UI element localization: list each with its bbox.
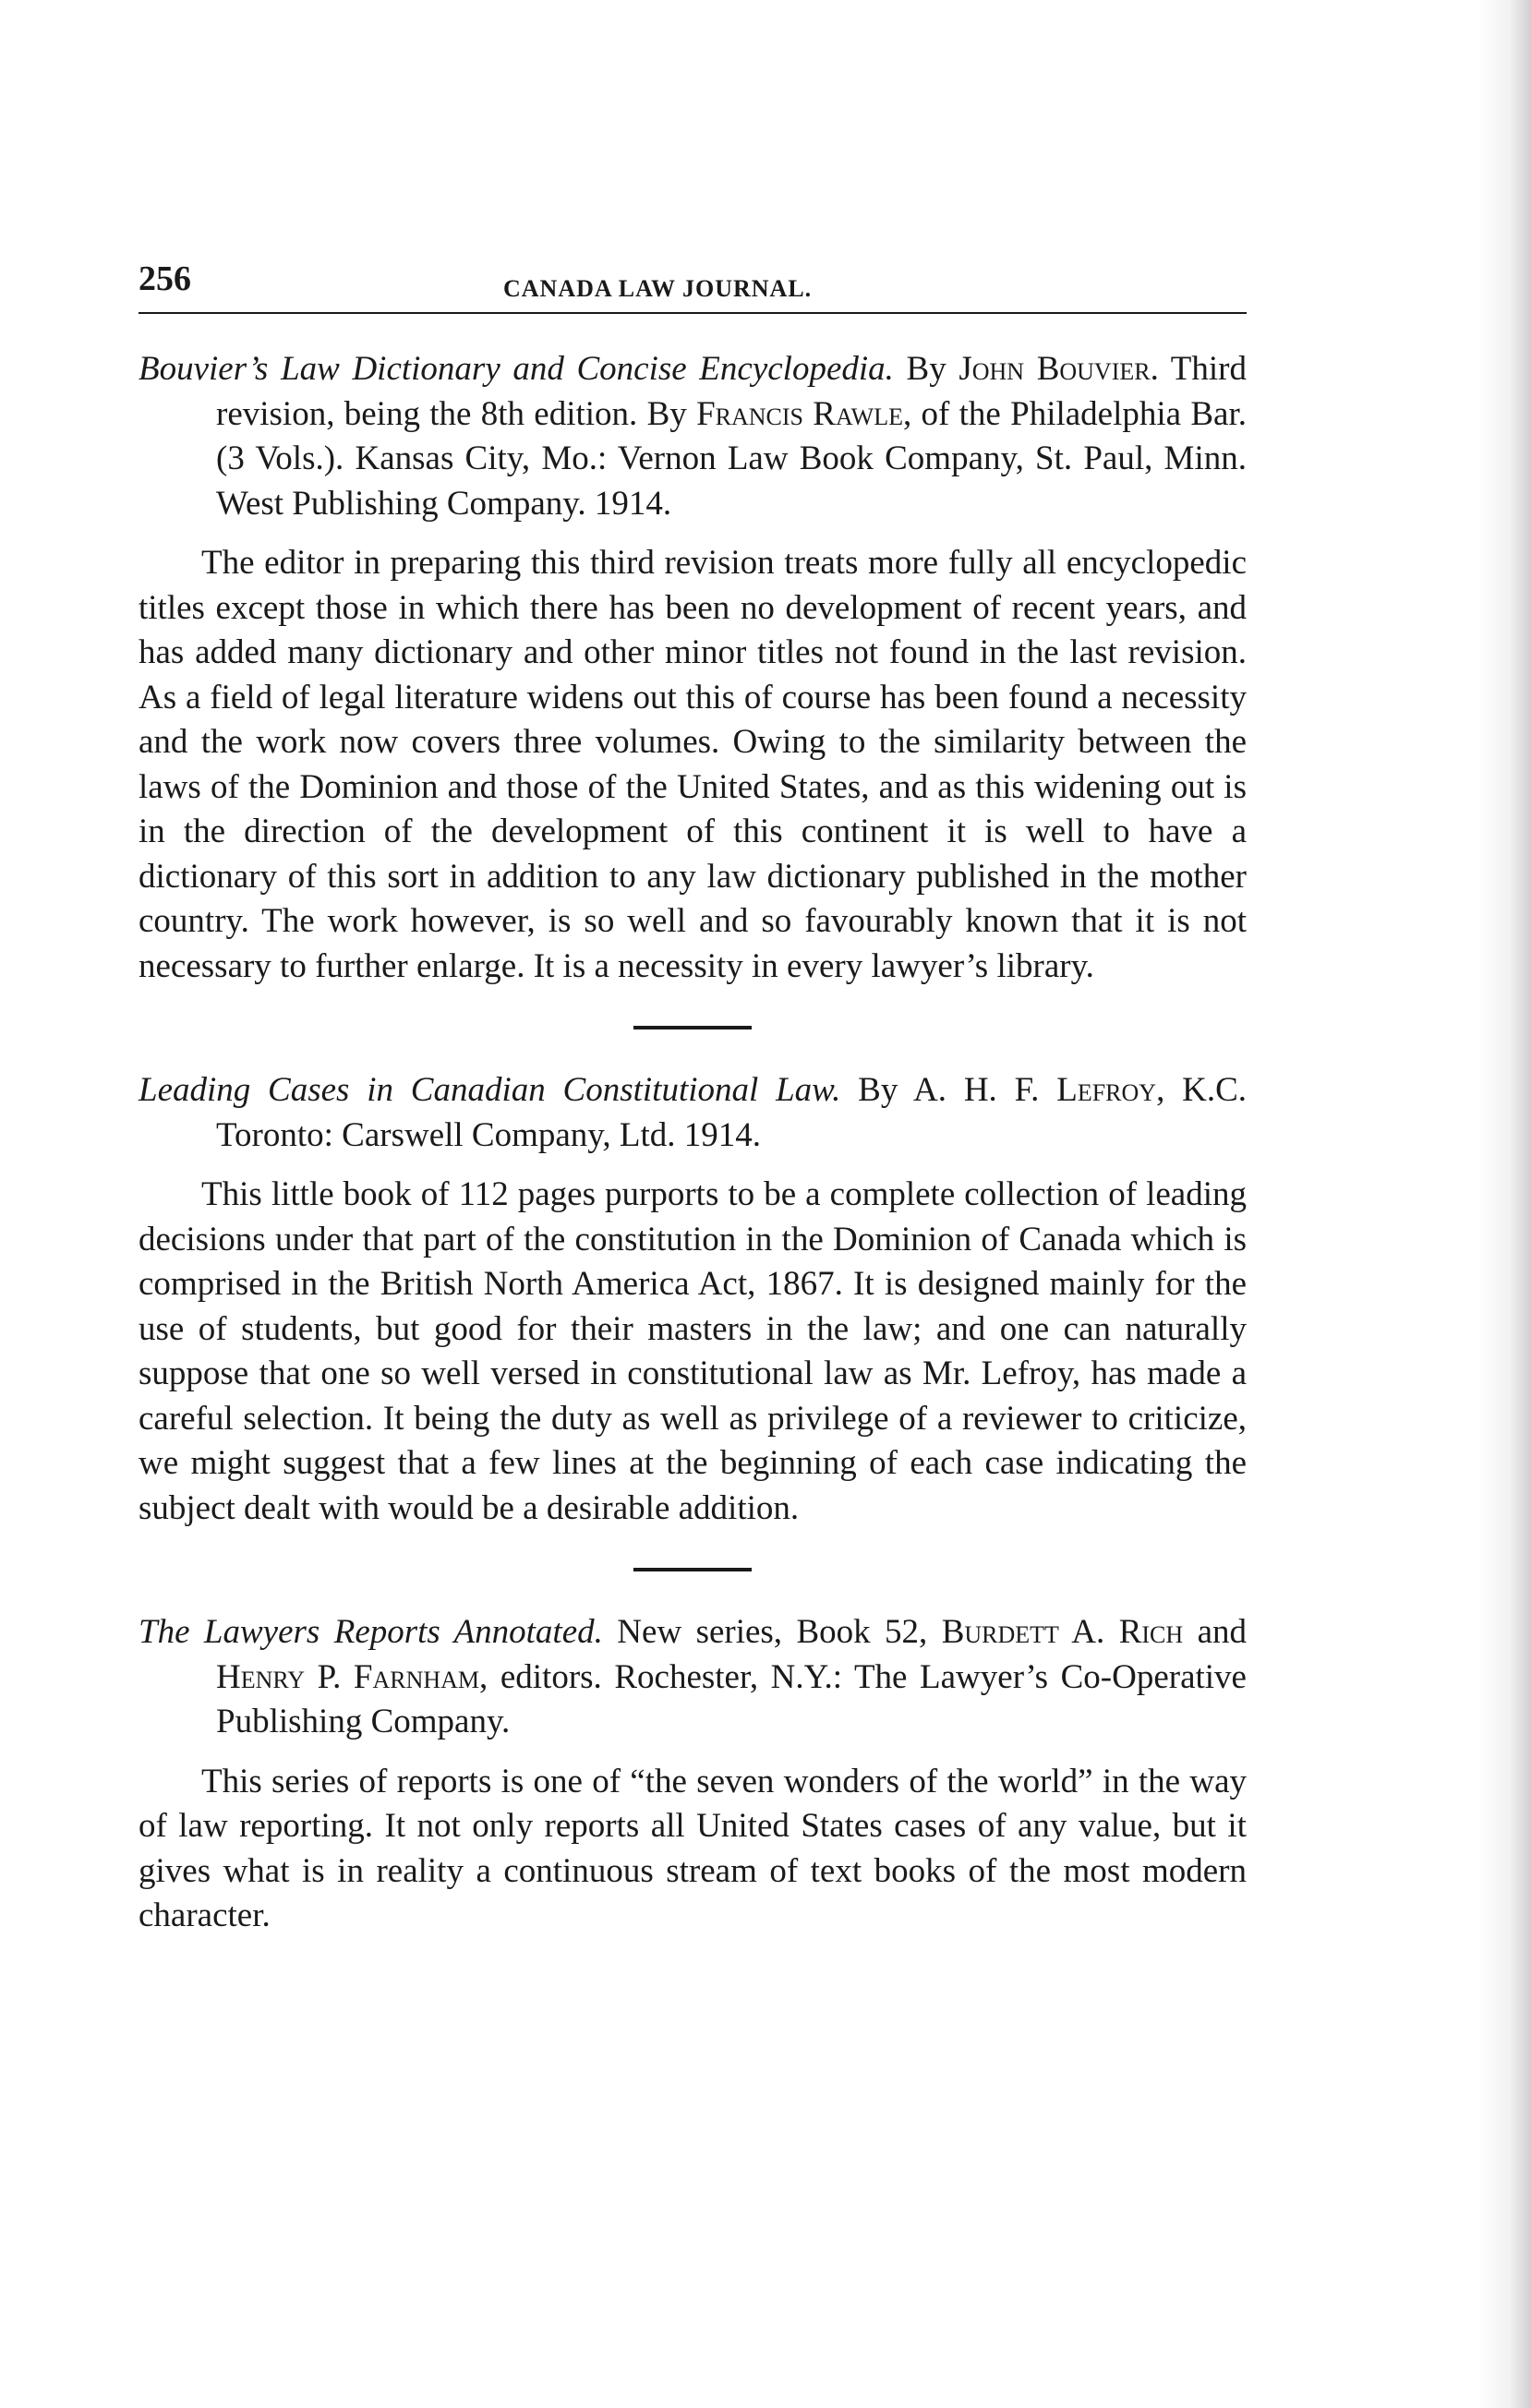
review-lawyers-reports: [139, 1610, 1247, 1939]
author-name: Rich: [1118, 1613, 1184, 1651]
author-name: John Bouvier: [958, 350, 1151, 388]
journal-title: CANADA LAW JOURNAL.: [503, 275, 813, 302]
review-citation: [139, 1068, 1247, 1158]
journal-page: [139, 231, 1247, 1939]
section-divider: [633, 1026, 752, 1029]
review-bouvier: [139, 347, 1247, 989]
citation-text: and: [1183, 1613, 1247, 1651]
review-body: This little book of 112 pages purports to be a complete collection of leading decisions under that part of the constitution in the Dominion of Canada which is comprised in the British North America Act, 1867. It is designed mainly for the use of students, but good for their masters in the law; and one can naturally suppose that one so well versed in constitutional law as Mr. Lefroy, has made a careful selection. It being the duty as well as privilege of a reviewer to criticize, we might suggest that a few lines at the beginning of each case indicating the subject dealt with would be a desirable addition.: [139, 1175, 1247, 1527]
citation-text: P.: [305, 1657, 354, 1696]
author-name: Francis Rawle: [696, 394, 903, 433]
book-title: The Lawyers Reports Annotated.: [139, 1613, 603, 1651]
review-citation: [139, 1610, 1247, 1745]
review-leading-cases: [139, 1068, 1247, 1531]
citation-text: New series, Book 52,: [602, 1613, 942, 1651]
author-name: Farnham: [353, 1657, 480, 1696]
citation-text: . Third revision, being the 8th edition. By: [216, 350, 1247, 433]
author-name: Henry: [216, 1657, 306, 1696]
section-divider: [633, 1568, 752, 1571]
review-body: The editor in preparing this third revision treats more fully all encyclopedic titles except those in which there has been no development of recent years, and has added many dictionary and other minor titles not found in the last revision. As a field of legal literature widens out this of course has been found a necessity and the work now covers three volumes. Owing to the similarity between the laws of the Dominion and those of the United States, and as this widening out is in the direction of the development of this continent it is well to have a dictionary of this sort in addition to any law dictionary published in the mother country. The work however, is so well and so favourably known that it is not necessary to further enlarge. It is a necessity in every lawyer’s library.: [139, 544, 1247, 985]
review-body: This series of reports is one of “the seven wonders of the world” in the way of law reporting. It not only reports all United States cases of any value, but it gives what is in reality a continuous stream of text books of the most modern character.: [139, 1762, 1247, 1934]
citation-text: , of the Philadelphia Bar. (3 Vols.). Kansas City, Mo.: Vernon Law Book Company, St. Paul, Minn. West Publishing Company. 1914.: [216, 394, 1248, 523]
citation-text: A.: [1058, 1613, 1119, 1651]
review-citation: [139, 347, 1247, 526]
citation-text: , K.C. Toronto: Carswell Company, Ltd. 1914.: [216, 1071, 1247, 1154]
citation-text: By: [893, 350, 959, 388]
citation-text: By A. H. F.: [840, 1071, 1057, 1109]
page-number: 256: [139, 259, 191, 298]
page-edge-shadow: [1477, 0, 1531, 2408]
running-head: [139, 231, 1247, 305]
header-rule: [139, 312, 1247, 314]
citation-text: , editors. Rochester, N.Y.: The Lawyer’s Co-Operative Publishing Company.: [216, 1657, 1247, 1740]
author-name: Burdett: [941, 1613, 1059, 1651]
author-name: Lefroy: [1056, 1071, 1157, 1109]
book-title: Bouvier’s Law Dictionary and Concise Encyclopedia.: [139, 350, 894, 388]
book-title: Leading Cases in Canadian Constitutional Law.: [139, 1071, 841, 1109]
